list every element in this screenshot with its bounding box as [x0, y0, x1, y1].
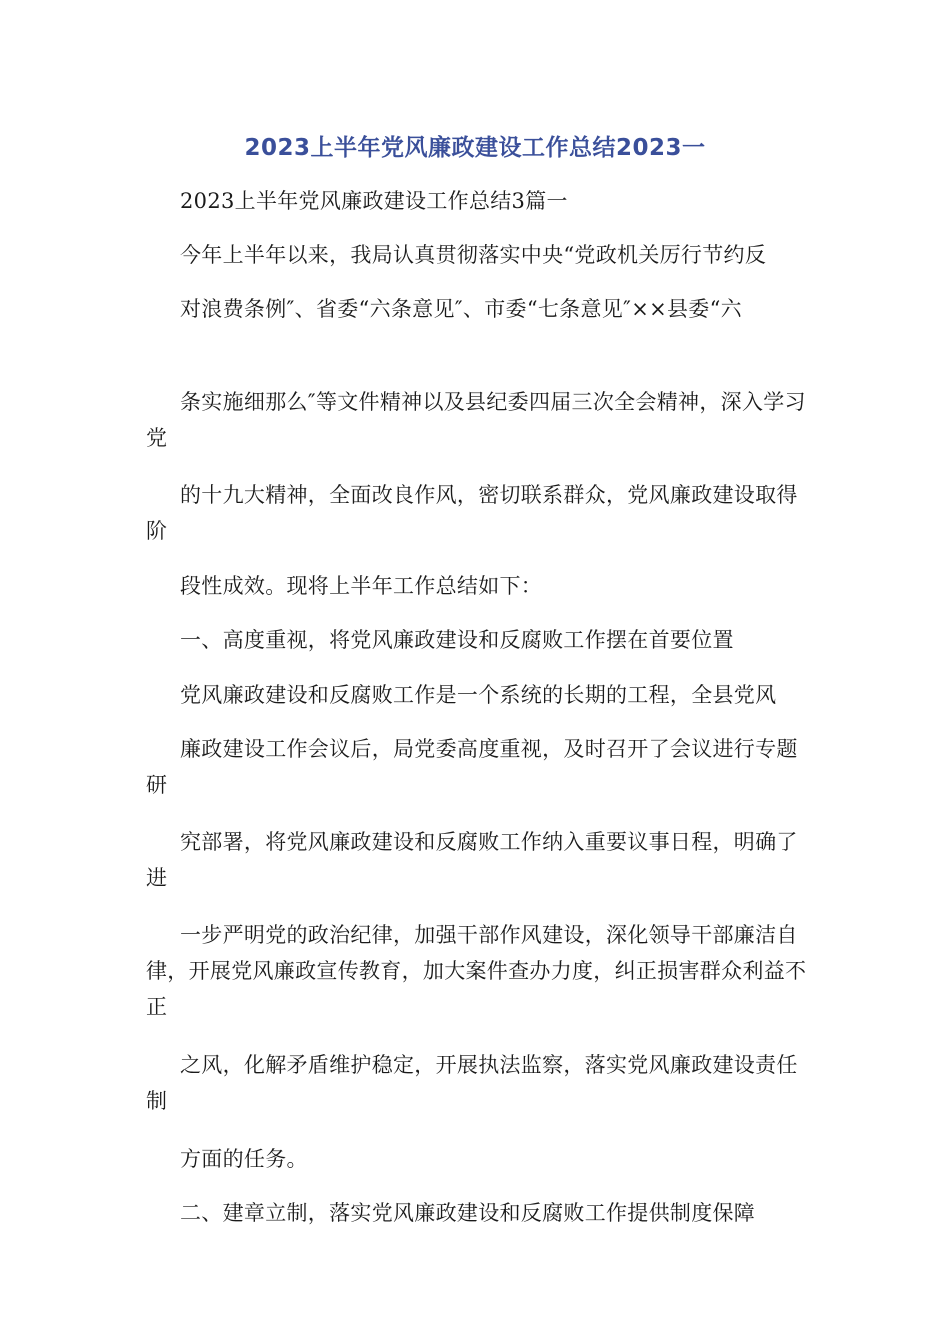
- paragraph: 廉政建设工作会议后，局党委高度重视，及时召开了会议进行专题研: [146, 737, 798, 797]
- paragraph: 究部署，将党风廉政建设和反腐败工作纳入重要议事日程，明确了进: [146, 830, 798, 890]
- paragraph: 段性成效。现将上半年工作总结如下：: [180, 574, 543, 598]
- paragraph: 党风廉政建设和反腐败工作是一个系统的长期的工程，全县党风: [180, 683, 777, 707]
- paragraph: 方面的任务。: [180, 1147, 308, 1171]
- paragraph: 一步严明党的政治纪律，加强干部作风建设，深化领导干部廉洁自律，开展党风廉政宣传教育，加大案件查办力度，纠正损害群众利益不正: [146, 923, 807, 1019]
- paragraph: 2023上半年党风廉政建设工作总结3篇一: [180, 189, 568, 213]
- paragraph: 条实施细那么″等文件精神以及县纪委四届三次全会精神，深入学习党: [146, 390, 806, 450]
- paragraph: 对浪费条例″、省委“六条意见″、市委“七条意见″××县委“六: [180, 297, 742, 321]
- paragraph: 今年上半年以来，我局认真贯彻落实中央“党政机关厉行节约反: [180, 243, 767, 267]
- document-title: 2023上半年党风廉政建设工作总结2023一: [244, 135, 706, 161]
- paragraph: 之风，化解矛盾维护稳定，开展执法监察，落实党风廉政建设责任制: [146, 1053, 798, 1113]
- paragraph: 的十九大精神，全面改良作风，密切联系群众，党风廉政建设取得阶: [146, 483, 798, 543]
- section-heading: 二、建章立制，落实党风廉政建设和反腐败工作提供制度保障: [180, 1201, 756, 1225]
- section-heading: 一、高度重视，将党风廉政建设和反腐败工作摆在首要位置: [180, 628, 734, 652]
